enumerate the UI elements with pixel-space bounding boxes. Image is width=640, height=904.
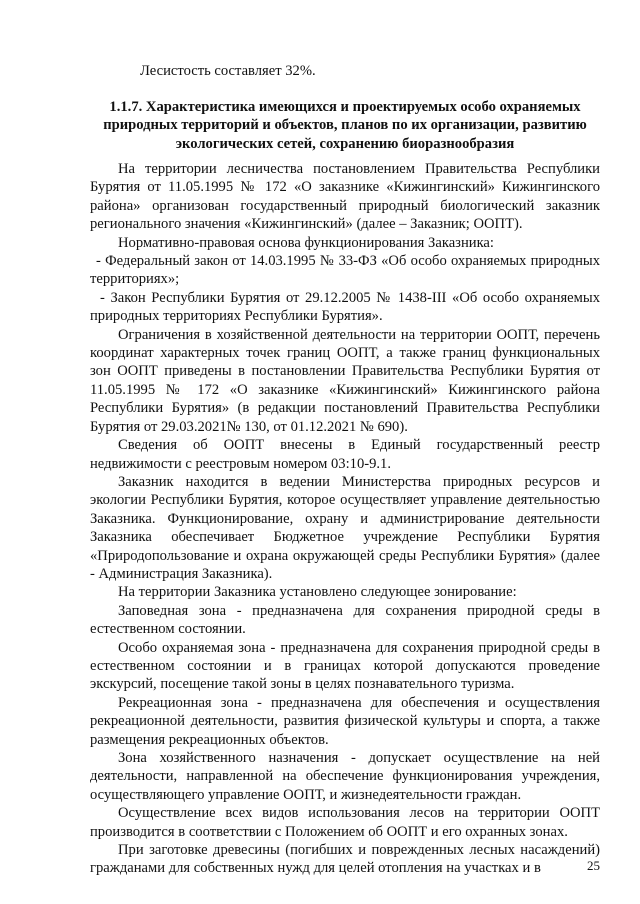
paragraph: Заказник находится в ведении Министерства природных ресурсов и экологии Республики Бурятия, которое осуществляет управление деятельностью Заказника. Функционирование, охрану и администрирование деятельности Заказника обеспечивает Бюджетное учреждение Республики Бурятия «Природопользование и охрана окружающей среды Республики Бурятия» (далее - Администрация Заказника). — [90, 473, 600, 582]
page-number: 25 — [587, 858, 600, 873]
paragraph: Нормативно-правовая основа функционирования Заказника: — [118, 234, 494, 251]
section-heading: 1.1.7. Характеристика имеющихся и проектируемых особо охраняемых природных территорий и объектов, планов по их организации, развитию экологических сетей, сохранению биоразнообразия — [103, 99, 587, 152]
paragraph: На территории лесничества постановлением Правительства Республики Бурятия от 11.05.1995 № 172 «О заказнике «Кижингинский» Кижингинского района» организован государственный природный биологический заказник регионального значения «Кижингинский» (далее – Заказник; ООПТ). — [90, 161, 600, 233]
forest-cover-line: Лесистость составляет 32%. — [140, 63, 316, 79]
paragraph: Заповедная зона - предназначена для сохранения природной среды в естественном состоянии. — [90, 602, 600, 638]
paragraph: На территории Заказника установлено следующее зонирование: — [118, 584, 517, 601]
paragraph: Рекреационная зона - предназначена для обеспечения и осуществления рекреационной деятельности, развития физической культуры и спорта, а также размещения рекреационных объектов. — [90, 694, 600, 748]
paragraph: Зона хозяйственного назначения - допускает осуществление на ней деятельности, направленной на обеспечение функционирования учреждения, осуществляющего управление ООПТ, и жизнедеятельности граждан. — [90, 750, 600, 803]
paragraph: Сведения об ООПТ внесены в Единый государственный реестр недвижимости с реестровым номером 03:10-9.1. — [90, 437, 600, 472]
paragraph: При заготовке древесины (погибших и поврежденных лесных насаждений) гражданами для собственных нужд для целей отопления на участках и в — [90, 842, 600, 877]
paragraph: Особо охраняемая зона - предназначена для сохранения природной среды в естественном состоянии и в границах которой допускаются проведение экскурсий, посещение такой зоны в целях познавательного туризма. — [90, 639, 600, 693]
paragraph: Осуществление всех видов использования лесов на территории ООПТ производится в соответствии с Положением об ООПТ и его охранных зонах. — [90, 805, 600, 840]
paragraph: - Федеральный закон от 14.03.1995 № 33-ФЗ «Об особо охраняемых природных территориях»; — [90, 253, 600, 288]
paragraph: Ограничения в хозяйственной деятельности на территории ООПТ, перечень координат характерных точек границ ООПТ, а также границ функциональных зон ООПТ приведены в постановлении Правительства Республики Бурятия от 11.05.1995 № 172 «О заказнике «Кижингинский» Кижингинского района Республики Бурятия» (в редакции постановлений Правительства Республики Бурятия от 29.03.2021№ 130, от 01.12.2021 № 690). — [90, 326, 600, 435]
body-text — [90, 160, 600, 878]
paragraph: - Закон Республики Бурятия от 29.12.2005 № 1438-III «Об особо охраняемых природных территориях Республики Бурятия». — [90, 289, 600, 325]
